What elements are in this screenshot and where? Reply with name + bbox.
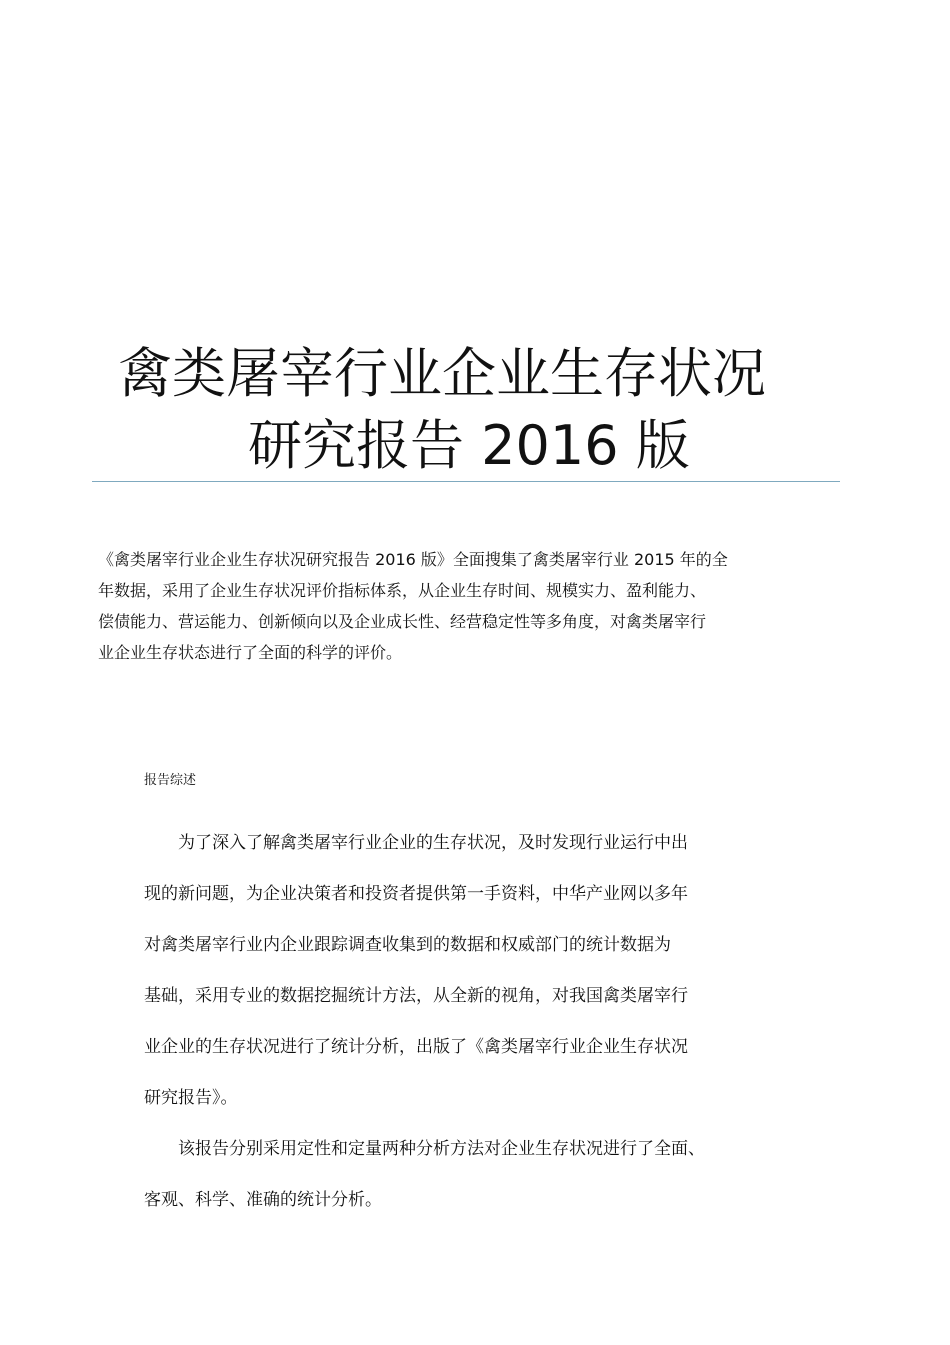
body-line: 该报告分别采用定性和定量两种分析方法对企业生存状况进行了全面、: [178, 1139, 705, 1159]
title-line-1: 禽类屠宰行业企业生存状况: [118, 342, 766, 405]
body-line: 基础，采用专业的数据挖掘统计方法，从全新的视角，对我国禽类屠宰行: [144, 986, 688, 1006]
intro-paragraph: [98, 544, 838, 668]
intro-line: 《禽类屠宰行业企业生存状况研究报告 2016 版》全面搜集了禽类屠宰行业 2015 年的全: [98, 550, 728, 569]
intro-line: 年数据，采用了企业生存状况评价指标体系，从企业生存时间、规模实力、盈利能力、: [98, 581, 707, 600]
body-line: 业企业的生存状况进行了统计分析，出版了《禽类屠宰行业企业生存状况: [144, 1037, 688, 1057]
body-line: 客观、科学、准确的统计分析。: [144, 1190, 382, 1210]
title-divider: [92, 481, 840, 482]
body-line: 为了深入了解禽类屠宰行业企业的生存状况，及时发现行业运行中出: [178, 833, 688, 853]
intro-line: 业企业生存状态进行了全面的科学的评价。: [98, 643, 403, 662]
intro-line: 偿债能力、营运能力、创新倾向以及企业成长性、经营稳定性等多角度，对禽类屠宰行: [98, 612, 707, 631]
report-title: [0, 338, 950, 482]
body-line: 对禽类屠宰行业内企业跟踪调查收集到的数据和权威部门的统计数据为: [144, 935, 671, 955]
section-heading: 报告综述: [144, 773, 197, 788]
title-line-2: 研究报告 2016 版: [248, 414, 690, 477]
body-line: 研究报告》。: [144, 1088, 238, 1108]
body-line: 现的新问题，为企业决策者和投资者提供第一手资料，中华产业网以多年: [144, 884, 688, 904]
overview-body: [144, 818, 784, 1226]
